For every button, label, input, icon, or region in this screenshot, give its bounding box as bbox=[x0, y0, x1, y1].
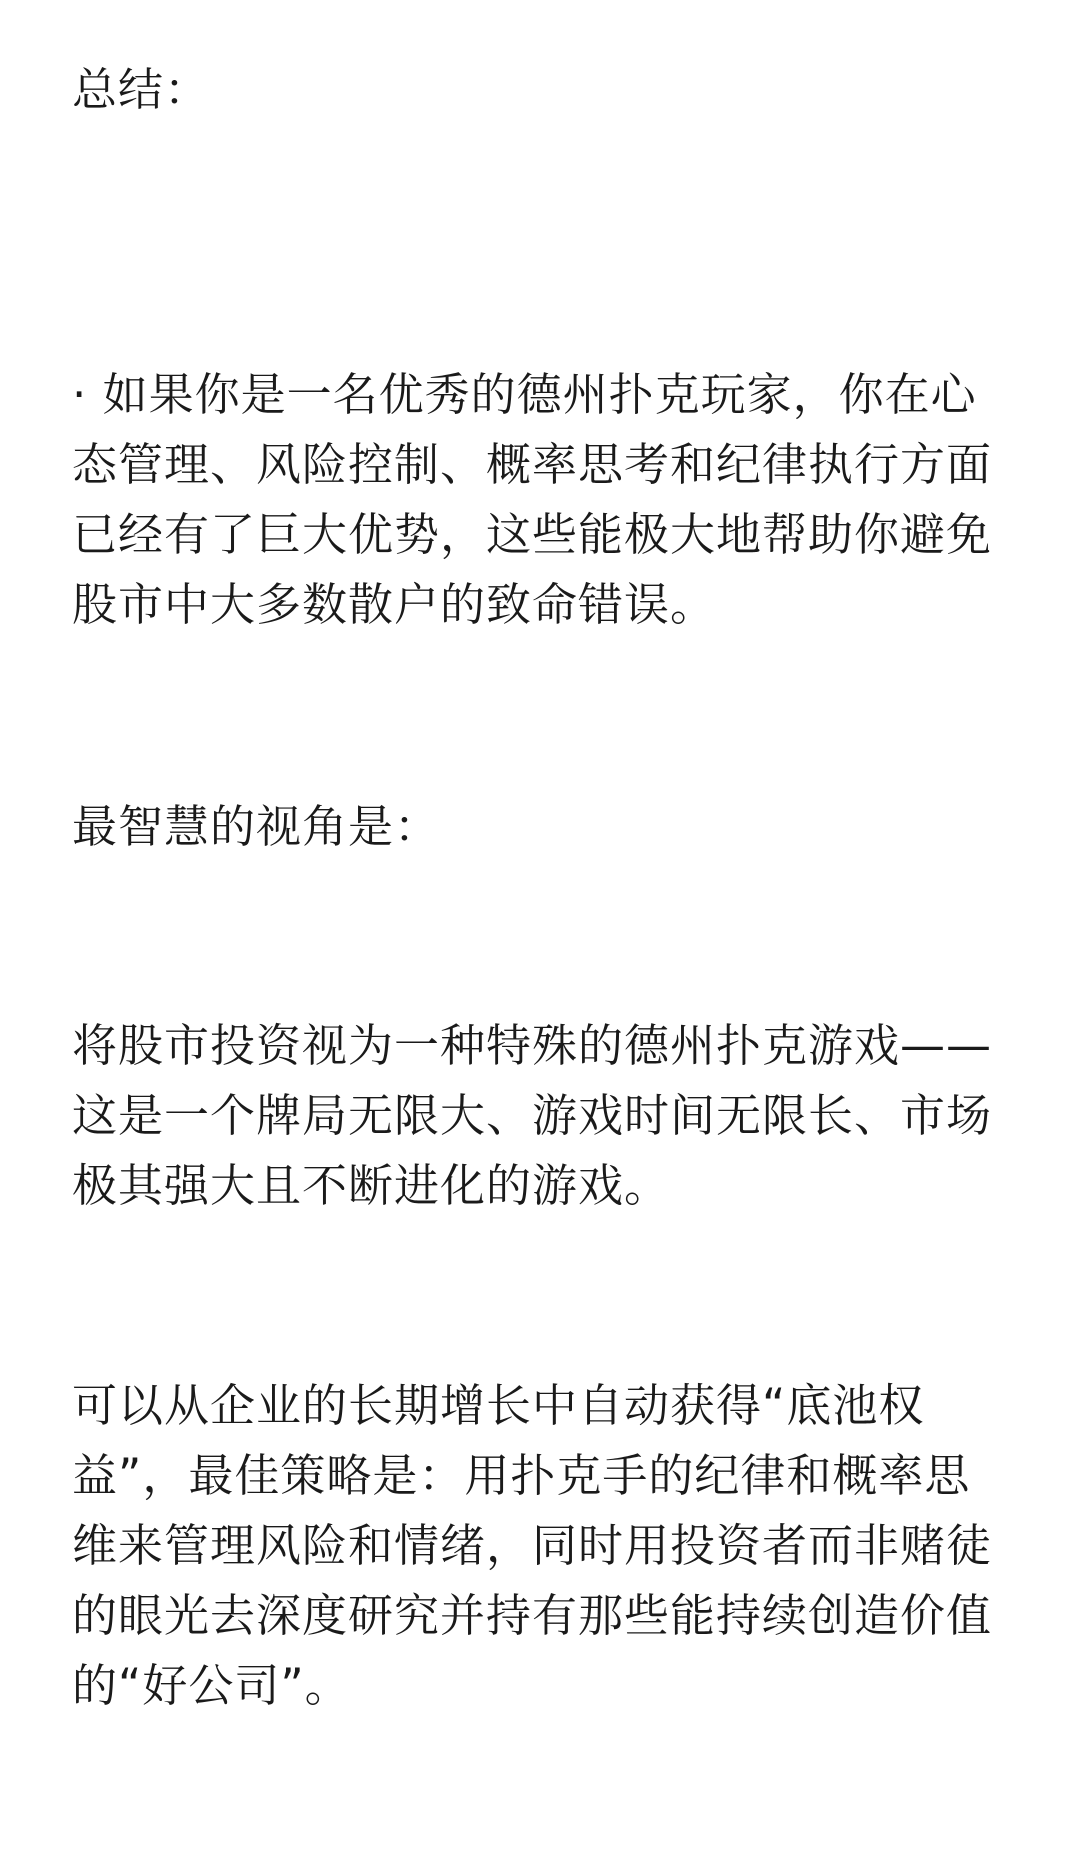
paragraph-line: 将股市投资视为一种特殊的德州扑克游戏—— bbox=[72, 1019, 993, 1072]
paragraph-line: 维来管理风险和情绪，同时用投资者而非赌徒 bbox=[72, 1519, 993, 1572]
paragraph-poker-advantage bbox=[72, 360, 1032, 640]
paragraph-line: · 如果你是一名优秀的德州扑克玩家，你在心 bbox=[72, 368, 977, 421]
paragraph-line: 最智慧的视角是： bbox=[72, 800, 441, 853]
paragraph-market-as-poker bbox=[72, 1011, 1032, 1221]
paragraph-line: 态管理、风险控制、概率思考和纪律执行方面 bbox=[72, 438, 993, 491]
paragraph-line: 股市中大多数散户的致命错误。 bbox=[72, 578, 717, 631]
summary-heading-text: 总结： bbox=[72, 63, 211, 116]
paragraph-line: 的“好公司”。 bbox=[72, 1659, 351, 1712]
summary-heading bbox=[72, 55, 1032, 125]
paragraph-line: 可以从企业的长期增长中自动获得“底池权 bbox=[72, 1379, 925, 1432]
paragraph-wisest-view bbox=[72, 792, 1032, 862]
paragraph-line: 已经有了巨大优势，这些能极大地帮助你避免 bbox=[72, 508, 993, 561]
paragraph-line: 这是一个牌局无限大、游戏时间无限长、市场 bbox=[72, 1089, 993, 1142]
paragraph-line: 极其强大且不断进化的游戏。 bbox=[72, 1159, 671, 1212]
paragraph-best-strategy bbox=[72, 1371, 1032, 1721]
paragraph-line: 的眼光去深度研究并持有那些能持续创造价值 bbox=[72, 1589, 993, 1642]
paragraph-line: 益”，最佳策略是：用扑克手的纪律和概率思 bbox=[72, 1449, 971, 1502]
